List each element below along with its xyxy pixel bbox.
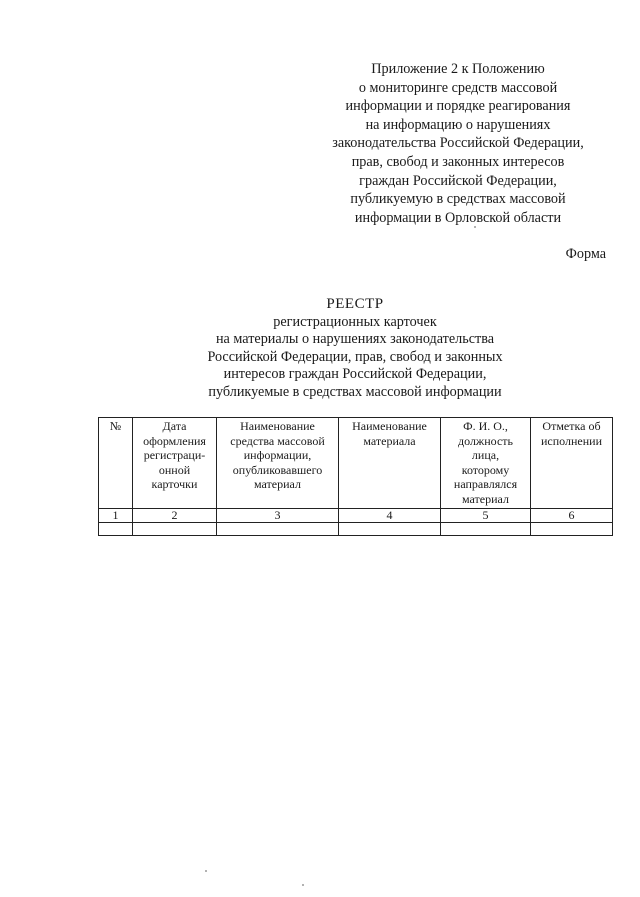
header-line: Ф. И. О.,	[463, 419, 508, 433]
empty-cell	[217, 523, 339, 536]
header-line: Наименование	[352, 419, 427, 433]
header-line: опубликовавшего	[232, 462, 323, 477]
header-line: Дата	[162, 419, 187, 433]
column-header-number	[99, 418, 133, 509]
column-number-cell: 2	[133, 509, 217, 523]
form-label: Форма	[565, 246, 606, 262]
empty-cell	[531, 523, 613, 536]
column-header-date	[133, 418, 217, 509]
appendix-line: информации в Орловской области	[354, 209, 562, 226]
document-subtitle-line: регистрационных карточек	[273, 313, 437, 330]
empty-cell	[133, 523, 217, 536]
empty-cell	[339, 523, 441, 536]
column-number-cell: 4	[339, 509, 441, 523]
scan-speck	[302, 884, 304, 886]
header-line: которому	[461, 462, 510, 477]
column-number-cell: 5	[441, 509, 531, 523]
table-header-row	[99, 418, 613, 509]
appendix-line: о мониторинге средств массовой	[358, 79, 558, 96]
document-title-block	[190, 296, 520, 402]
header-line: должность	[458, 433, 513, 448]
document-subtitle-line: интересов граждан Российской Федерации,	[223, 366, 487, 383]
column-number-cell: 3	[217, 509, 339, 523]
appendix-line: законодательства Российской Федерации,	[332, 135, 584, 152]
scan-speck	[205, 870, 207, 872]
table-row-empty	[99, 523, 613, 536]
column-header-recipient	[441, 418, 531, 509]
header-line: Наименование	[240, 419, 315, 433]
document-subtitle-line: Российской Федерации, прав, свобод и законных	[207, 348, 503, 365]
header-line: материала	[363, 433, 416, 448]
header-line: онной	[158, 462, 191, 477]
header-line: №	[109, 419, 122, 433]
header-line: Отметка об	[542, 419, 601, 433]
appendix-header	[308, 60, 608, 227]
document-subtitle-line: на материалы о нарушениях законодательства	[215, 331, 495, 348]
header-line: карточки	[151, 477, 198, 492]
document-subtitle-line: публикуемые в средствах массовой информации	[208, 383, 502, 400]
appendix-line: Приложение 2 к Положению	[371, 61, 545, 77]
column-number-cell: 6	[531, 509, 613, 523]
document-title: РЕЕСТР	[326, 296, 384, 312]
header-line: средства массовой	[230, 433, 325, 448]
empty-cell	[99, 523, 133, 536]
header-line: лица,	[471, 448, 500, 463]
appendix-line: прав, свобод и законных интересов	[351, 153, 565, 170]
appendix-line: публикуемую в средствах массовой	[350, 191, 566, 208]
column-header-execution-mark	[531, 418, 613, 509]
header-line: материал	[462, 491, 509, 506]
column-header-media-name	[217, 418, 339, 509]
appendix-line: на информацию о нарушениях	[365, 116, 551, 133]
appendix-line: информации и порядке реагирования	[345, 98, 571, 115]
column-header-material-name	[339, 418, 441, 509]
column-number-cell: 1	[99, 509, 133, 523]
header-line: информации,	[243, 448, 312, 463]
header-line: исполнении	[540, 433, 602, 448]
empty-cell	[441, 523, 531, 536]
header-line: оформления	[143, 433, 206, 448]
scan-speck	[474, 226, 476, 228]
registry-table	[98, 417, 613, 536]
header-line: направлялся	[453, 477, 518, 492]
header-line: материал	[254, 477, 301, 492]
table-row-column-numbers	[99, 509, 613, 523]
appendix-line: граждан Российской Федерации,	[359, 172, 557, 189]
header-line: регистраци-	[143, 448, 206, 463]
